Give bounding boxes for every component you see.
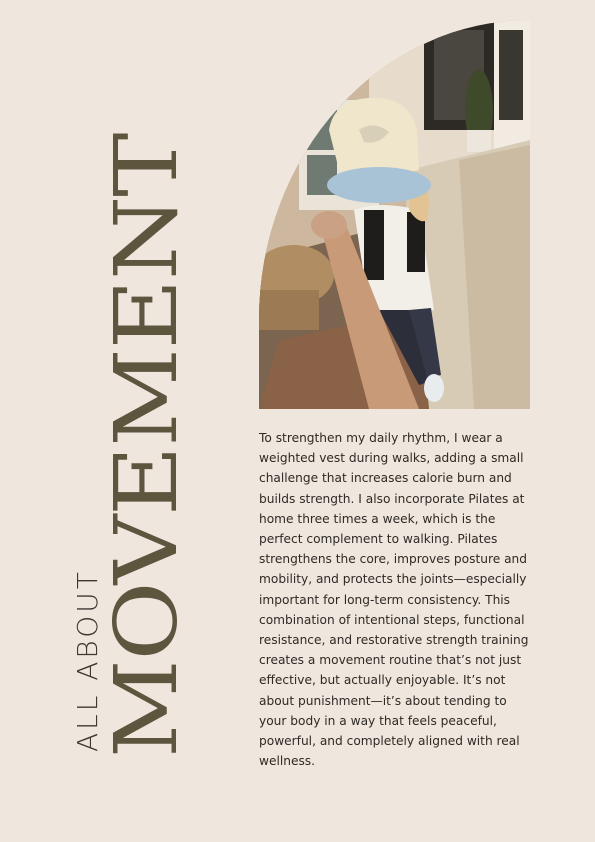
article-paragraph: To strengthen my daily rhythm, I wear a weighted vest during walks, adding a small challenge that increases calorie burn and builds strength. I also incorporate Pilates at home three times a week, which is the perfect complement to walking. Pilates strengthens the core, improves posture and mobility, and protects the joints—especially important for long-term consistency. This combination of intentional steps, functional resistance, and restorative strength training creates a movement routine that’s not just effective, but actually enjoyable. It’s not about punishment—it’s about tending to your body in a way that feels peaceful, powerful, and completely aligned with real wellness. (259, 431, 529, 769)
walking-selfie-photo (259, 20, 530, 409)
heading-movement: MOVEMENT (97, 133, 197, 758)
photo-illustration (259, 20, 530, 409)
heading-all-about: ALL ABOUT (71, 569, 104, 752)
